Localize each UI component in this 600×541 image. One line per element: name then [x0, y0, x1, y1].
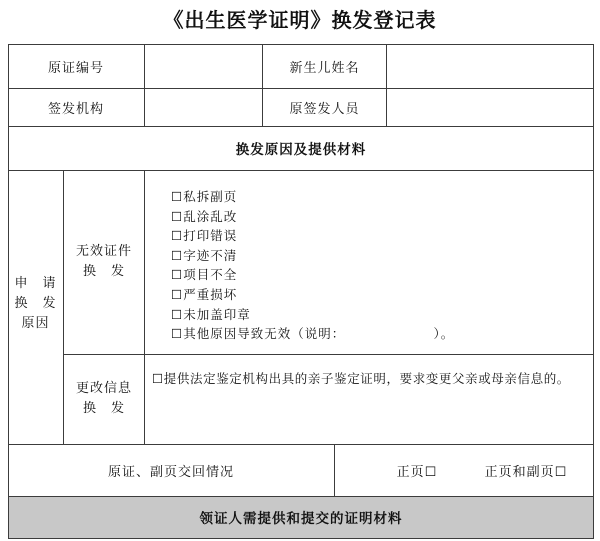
- newborn-name-label: 新生儿姓名: [289, 60, 360, 76]
- col-divider-return: [334, 444, 335, 496]
- row-divider-3: [8, 170, 594, 171]
- reason-checkbox-damaged[interactable]: ☐严重损坏: [171, 286, 238, 302]
- reason-checkbox-illegible[interactable]: ☐字迹不清: [171, 247, 238, 263]
- front-page-checkbox[interactable]: 正页☐: [396, 464, 438, 480]
- change-info-checkbox[interactable]: ☐提供法定鉴定机构出具的亲子鉴定证明，要求变更父亲或母亲信息的。: [152, 371, 570, 386]
- border-right: [593, 44, 594, 539]
- reason-checkbox-private-open[interactable]: ☐私拆副页: [171, 189, 238, 204]
- applicant-reason-label: [8, 274, 63, 334]
- invalid-cert-label: [64, 242, 144, 282]
- original-issuer-field[interactable]: [387, 89, 592, 125]
- col-divider-reason-2: [144, 170, 145, 444]
- reason-checkbox-no-seal[interactable]: ☐未加盖印章: [171, 306, 251, 322]
- original-issuer-label: 原签发人员: [289, 101, 360, 117]
- issuing-org-label: 签发机构: [47, 101, 104, 117]
- applicant-reason-line-3: 原因: [21, 316, 50, 331]
- reason-section-header: 换发原因及提供材料: [235, 142, 367, 158]
- front-and-copy-checkbox[interactable]: 正页和副页☐: [484, 464, 568, 480]
- newborn-name-field[interactable]: [387, 45, 592, 87]
- form-title: 《出生医学证明》换发登记表: [163, 8, 437, 32]
- border-bottom: [8, 538, 594, 539]
- reason-checkbox-other[interactable]: ☐其他原因导致无效（说明： ）。: [171, 326, 455, 342]
- reason-checkbox-print-error[interactable]: ☐打印错误: [171, 228, 238, 244]
- applicant-reason-line-1: 申 请: [14, 276, 57, 291]
- return-status-label: 原证、副页交回情况: [107, 464, 234, 480]
- original-cert-no-label: 原证编号: [47, 60, 104, 76]
- issuing-org-field[interactable]: [145, 89, 261, 125]
- change-info-line-1: 更改信息: [75, 381, 132, 396]
- invalid-cert-line-1: 无效证件: [75, 244, 132, 259]
- invalid-cert-line-2: 换 发: [82, 264, 125, 279]
- change-info-line-2: 换 发: [82, 401, 125, 416]
- original-cert-no-field[interactable]: [145, 45, 261, 87]
- invalid-reasons-list: [171, 187, 471, 344]
- change-info-label: [64, 379, 144, 419]
- registration-table: [8, 44, 594, 539]
- row-divider-4: [63, 354, 594, 355]
- reason-checkbox-incomplete[interactable]: ☐项目不全: [171, 267, 238, 283]
- footer-header: 领证人需提供和提交的证明材料: [199, 511, 403, 527]
- reason-checkbox-scribble[interactable]: ☐乱涂乱改: [171, 208, 238, 224]
- applicant-reason-line-2: 换 发: [14, 296, 57, 311]
